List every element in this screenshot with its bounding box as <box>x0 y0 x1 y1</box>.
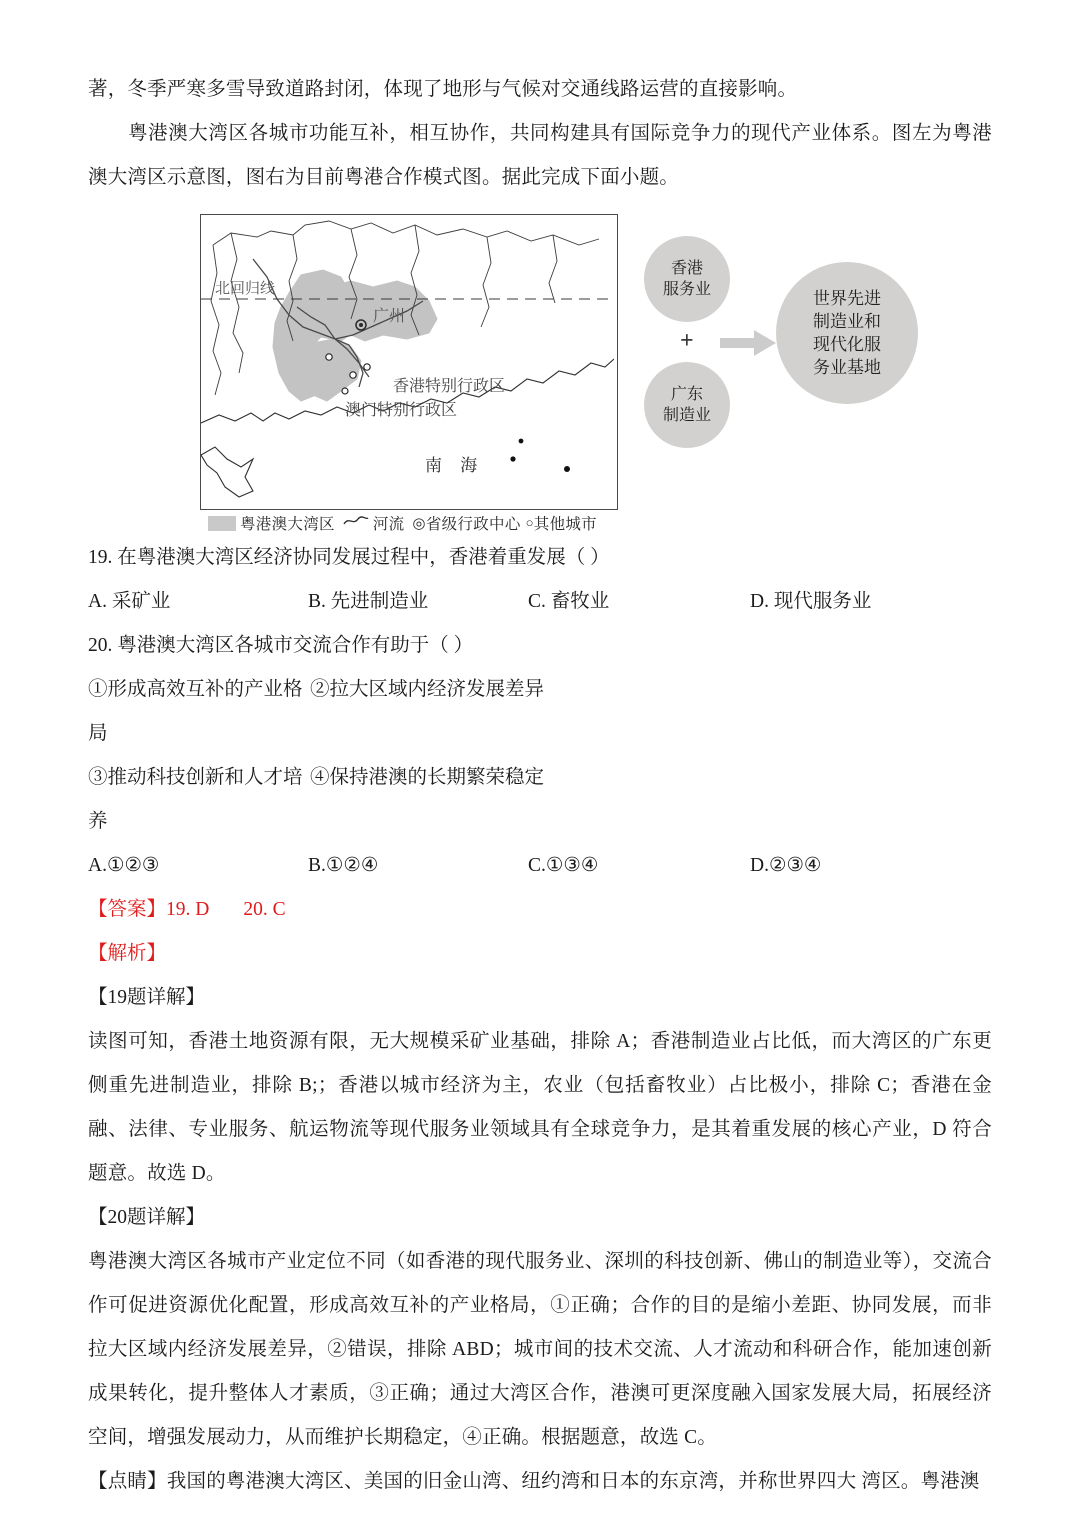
map-figure <box>200 214 618 510</box>
option-19-a[interactable]: A. 采矿业 <box>88 591 171 612</box>
statement-1: ①形成高效互补的产业格局 <box>88 679 303 744</box>
label-macau: 澳门特别行政区 <box>345 402 458 419</box>
map-legend <box>208 512 628 534</box>
option-20-a[interactable]: A.①②③ <box>88 855 160 876</box>
option-19-d[interactable]: D. 现代服务业 <box>750 591 872 612</box>
explanation-19-heading: 【19题详解】 <box>88 987 206 1008</box>
lead-paragraph-1: 著，冬季严寒多雪导致道路封闭，体现了地形与气候对交通线路运营的直接影响。 <box>88 79 798 100</box>
option-20-b[interactable]: B.①②④ <box>308 855 379 876</box>
question-20-statements-row-1 <box>88 668 992 756</box>
arrow-right-icon <box>720 330 776 356</box>
option-19-c[interactable]: C. 畜牧业 <box>528 591 610 612</box>
question-20-options <box>88 844 992 888</box>
explanation-20-body: 粤港澳大湾区各城市产业定位不同（如香港的现代服务业、深圳的科技创新、佛山的制造业等），交流合作可促进资源优化配置，形成高效互补的产业格局，①正确；合作的目的是缩小差距、协同发展，而非拉大区域内经济发展差异，②错误，排除 ABD；城市间的技术交流、人才流动和科研合作，能加速创新成果转化，提升整体人才素质，③正确；通过大湾区合作，港澳可更深度融入国家发展大局，拓展经济空间，增强发展动力，从而维护长期稳定，④正确。根据题意，故选 C。 <box>88 1251 992 1448</box>
tip-tag: 【点睛】 <box>88 1471 167 1492</box>
figure-container <box>88 204 992 534</box>
tip-body: 我国的粤港澳大湾区、美国的旧金山湾、纽约湾和日本的东京湾，并称世界四大 湾区。粤港澳 <box>166 1471 980 1492</box>
circle-result-line1: 世界先进 <box>813 289 881 308</box>
statement-4: ④保持港澳的长期繁荣稳定 <box>310 767 545 788</box>
legend-area-swatch <box>208 516 236 531</box>
statement-3: ③推动科技创新和人才培养 <box>88 767 303 832</box>
statement-2: ②拉大区域内经济发展差异 <box>310 679 545 700</box>
circle-result-line3: 现代化服 <box>813 335 881 354</box>
circle-hk-line1: 香港 <box>670 260 703 277</box>
question-20-statements-row-2 <box>88 756 992 844</box>
circle-guangdong-manufacturing <box>644 362 730 448</box>
option-19-b[interactable]: B. 先进制造业 <box>308 591 429 612</box>
circle-result-line2: 制造业和 <box>813 312 881 331</box>
circle-gd-line1: 广东 <box>670 386 703 403</box>
option-20-d[interactable]: D.②③④ <box>750 855 822 876</box>
legend-river-label: 河流 <box>372 516 405 533</box>
label-hongkong: 香港特别行政区 <box>393 378 506 395</box>
answer-tag: 【答案】 <box>88 899 167 920</box>
legend-capital-label: 省级行政中心 <box>425 516 521 533</box>
city-marker-icon: ○ <box>525 515 534 530</box>
capital-marker-icon: ◎ <box>412 515 426 532</box>
legend-other-city-label: 其他城市 <box>533 516 597 533</box>
circle-gd-line2: 制造业 <box>662 407 711 424</box>
question-19-stem: 19. 在粤港澳大湾区经济协同发展过程中，香港着重发展（ ） <box>88 547 610 568</box>
plus-icon: + <box>680 328 694 354</box>
page-content <box>88 68 992 1504</box>
answer-19: 19. D <box>166 899 210 920</box>
analysis-tag: 【解析】 <box>88 943 167 964</box>
river-icon <box>343 514 369 532</box>
question-20-stem: 20. 粤港澳大湾区各城市交流合作有助于（ ） <box>88 635 474 656</box>
tropic-label: 北回归线 <box>215 281 276 297</box>
circle-result-line4: 务业基地 <box>813 358 881 377</box>
answer-line <box>88 888 992 932</box>
lead-paragraph-2: 粤港澳大湾区各城市功能互补，相互协作，共同构建具有国际竞争力的现代产业体系。图左为粤港澳大湾区示意图，图右为目前粤港合作模式图。据此完成下面小题。 <box>88 123 992 188</box>
map-svg <box>201 215 614 506</box>
legend-area-label: 粤港澳大湾区 <box>240 516 335 533</box>
option-20-c[interactable]: C.①③④ <box>528 855 599 876</box>
cooperation-diagram <box>628 218 928 498</box>
circle-hongkong-services <box>644 236 730 322</box>
circle-hk-line2: 服务业 <box>662 281 711 298</box>
question-19-options <box>88 580 992 624</box>
label-south-sea: 南 海 <box>425 456 485 475</box>
answer-20: 20. C <box>243 899 286 920</box>
label-guangzhou: 广州 <box>373 308 406 325</box>
explanation-19-body: 读图可知，香港土地资源有限，无大规模采矿业基础，排除 A；香港制造业占比低，而大湾区的广东更侧重先进制造业，排除 B;；香港以城市经济为主，农业（包括畜牧业）占比极小，排除 C；香港在金融、法律、专业服务、航运物流等现代服务业领域具有全球竞争力，是其着重发展的核心产业，D 符合题意。故选 D。 <box>88 1031 992 1184</box>
circle-result-base <box>776 262 918 404</box>
explanation-20-heading: 【20题详解】 <box>88 1207 206 1228</box>
tip-paragraph <box>88 1460 992 1504</box>
